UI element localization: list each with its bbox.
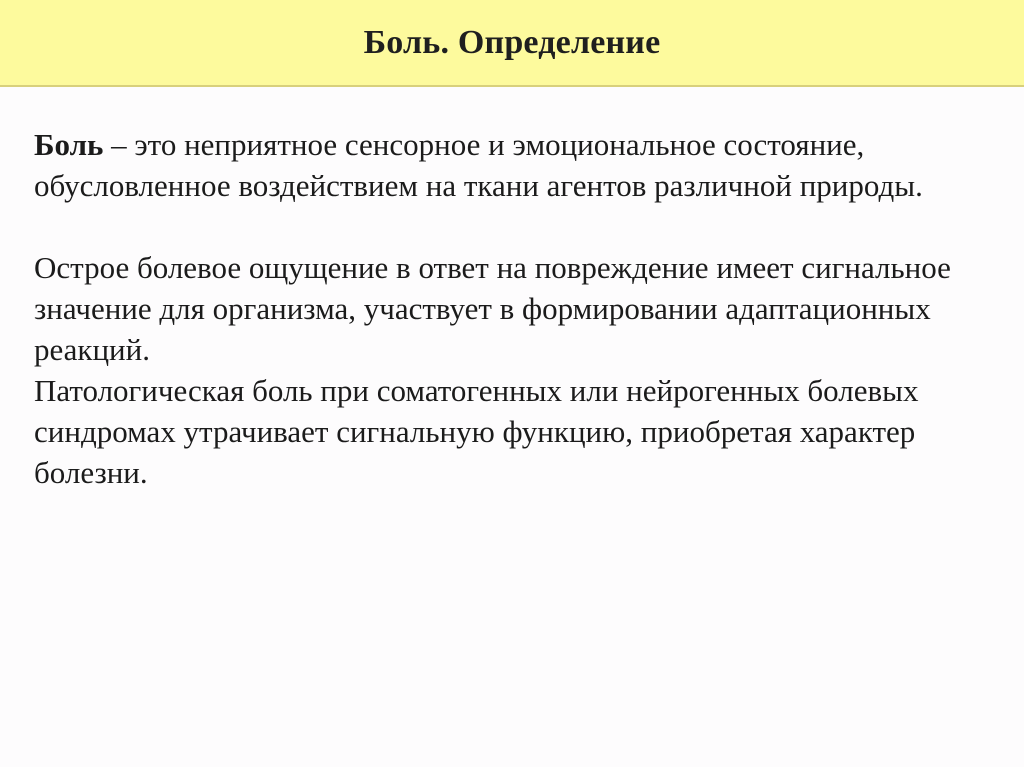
slide-title: Боль. Определение <box>363 23 661 61</box>
definition-term: Боль <box>34 127 104 162</box>
slide-body <box>34 124 1009 493</box>
definition-paragraph <box>34 124 1009 206</box>
definition-text: – это неприятное сенсорное и эмоциональное состояние, обусловленное воздействием на ткани агентов различной природы. <box>34 127 923 203</box>
pathological-pain-paragraph: Патологическая боль при соматогенных или нейрогенных болевых синдромах утрачивает сигнальную функцию, приобретая характер болезни. <box>34 373 919 490</box>
title-bar <box>0 0 1024 87</box>
acute-pain-paragraph: Острое болевое ощущение в ответ на повреждение имеет сигнальное значение для организма, участвует в формировании адаптационных реакций. <box>34 250 951 367</box>
